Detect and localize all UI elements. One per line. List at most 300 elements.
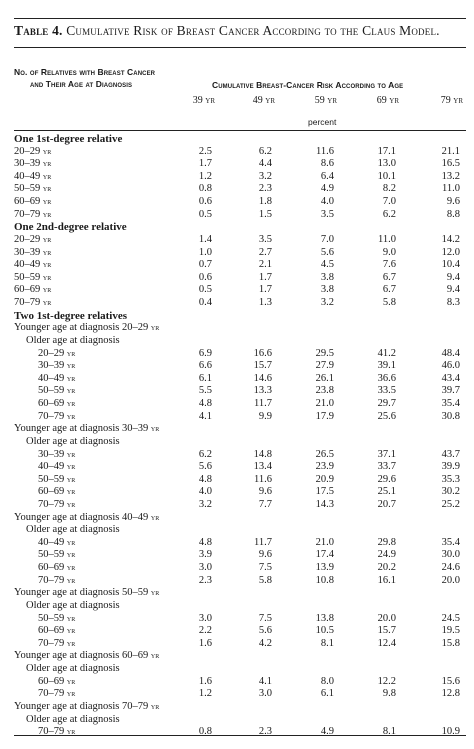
table-row [0, 726, 474, 739]
table-row [0, 638, 474, 651]
table-row [0, 575, 474, 588]
group-label-row [0, 714, 474, 727]
row-label: 60–69 yr [38, 398, 76, 410]
risk-value-cell: 2.3 [198, 574, 212, 586]
risk-value-cell: 1.4 [198, 233, 212, 245]
risk-value-cell: 35.4 [441, 398, 460, 410]
risk-value-cell: 1.2 [198, 688, 212, 700]
risk-value-cell: 0.5 [198, 284, 212, 296]
risk-value-cell: 10.9 [441, 726, 460, 738]
row-label: Older age at diagnosis [26, 524, 120, 536]
risk-value-cell: 7.6 [382, 259, 396, 271]
section-heading: One 2nd-degree relative [14, 221, 127, 234]
table-row [0, 183, 474, 196]
row-label: Younger age at diagnosis 60–69 yr [14, 650, 160, 662]
risk-value-cell: 8.1 [382, 726, 396, 738]
column-header-79: 79 yr [440, 95, 463, 106]
row-label: 70–79 yr [38, 726, 76, 738]
risk-value-cell: 3.0 [198, 562, 212, 574]
column-header-59: 59 yr [314, 95, 337, 106]
risk-value-cell: 13.4 [253, 461, 272, 473]
unit-yr: yr [150, 512, 160, 522]
risk-value-cell: 0.8 [198, 183, 212, 195]
risk-value-cell: 6.1 [198, 372, 212, 384]
table-caption: Cumulative Risk of Breast Cancer According to the Claus Model. [66, 23, 440, 38]
unit-label: percent [308, 117, 337, 127]
bottom-rule [14, 735, 466, 736]
risk-value-cell: 39.9 [441, 461, 460, 473]
unit-yr: yr [66, 626, 76, 636]
row-label: 60–69 yr [38, 562, 76, 574]
risk-value-cell: 2.3 [258, 726, 272, 738]
risk-value-cell: 6.2 [382, 208, 396, 220]
unit-yr: yr [42, 159, 52, 169]
section-heading: One 1st-degree relative [14, 133, 123, 145]
row-label: 60–69 yr [38, 486, 76, 498]
group-label-row [0, 701, 474, 714]
risk-value-cell: 6.4 [320, 170, 334, 182]
risk-value-cell: 21.0 [315, 536, 334, 548]
table-row [0, 537, 474, 550]
section-heading-row [0, 310, 474, 323]
row-label: 60–69 yr [14, 284, 52, 296]
risk-value-cell: 3.8 [320, 284, 334, 296]
unit-yr: yr [66, 487, 76, 497]
risk-value-cell: 39.1 [377, 360, 396, 372]
risk-value-cell: 4.9 [320, 183, 334, 195]
risk-value-cell: 29.6 [377, 473, 396, 485]
unit-yr: yr [66, 386, 76, 396]
column-header-69: 69 yr [376, 95, 399, 106]
group-label-row [0, 524, 474, 537]
table-row [0, 158, 474, 171]
risk-value-cell: 4.9 [320, 726, 334, 738]
unit-yr: yr [66, 613, 76, 623]
risk-value-cell: 3.0 [198, 612, 212, 624]
risk-value-cell: 0.4 [198, 297, 212, 309]
row-label: 40–49 yr [38, 372, 76, 384]
row-label: Older age at diagnosis [26, 334, 120, 346]
risk-value-cell: 1.7 [258, 284, 272, 296]
table-number: Table 4. [14, 23, 63, 38]
risk-value-cell: 17.4 [315, 549, 334, 561]
risk-value-cell: 2.2 [198, 625, 212, 637]
risk-value-cell: 17.5 [315, 486, 334, 498]
table-row [0, 259, 474, 272]
risk-value-cell: 9.9 [258, 410, 272, 422]
risk-value-cell: 1.3 [258, 297, 272, 309]
risk-value-cell: 5.8 [382, 297, 396, 309]
risk-value-cell: 29.8 [377, 536, 396, 548]
table-row [0, 272, 474, 285]
risk-value-cell: 10.8 [315, 574, 334, 586]
row-label: Older age at diagnosis [26, 713, 120, 725]
risk-value-cell: 3.5 [320, 208, 334, 220]
section-heading-row [0, 221, 474, 234]
risk-value-cell: 8.0 [320, 675, 334, 687]
risk-value-cell: 25.1 [377, 486, 396, 498]
risk-value-cell: 6.2 [258, 145, 272, 157]
risk-value-cell: 8.8 [446, 208, 460, 220]
unit-yr: yr [66, 727, 76, 737]
unit-yr: yr [66, 449, 76, 459]
row-label: 70–79 yr [38, 574, 76, 586]
risk-value-cell: 12.2 [377, 675, 396, 687]
unit-yr: yr [42, 247, 52, 257]
risk-value-cell: 6.1 [320, 688, 334, 700]
risk-value-cell: 6.2 [198, 448, 212, 460]
risk-value-cell: 1.0 [198, 246, 212, 258]
table-row [0, 297, 474, 310]
risk-value-cell: 3.8 [320, 271, 334, 283]
risk-value-cell: 24.6 [441, 562, 460, 574]
row-label: 40–49 yr [14, 259, 52, 271]
risk-value-cell: 13.8 [315, 612, 334, 624]
risk-value-cell: 9.6 [258, 549, 272, 561]
row-header-line1: No. of Relatives with Breast Cancer [14, 67, 156, 77]
row-label: 50–59 yr [14, 271, 52, 283]
unit-yr: yr [42, 285, 52, 295]
risk-value-cell: 27.9 [315, 360, 334, 372]
risk-value-cell: 43.4 [441, 372, 460, 384]
risk-value-cell: 8.6 [320, 158, 334, 170]
risk-value-cell: 15.8 [441, 637, 460, 649]
risk-value-cell: 11.0 [442, 183, 460, 195]
risk-value-cell: 3.9 [198, 549, 212, 561]
risk-value-cell: 16.6 [253, 347, 272, 359]
unit-yr: yr [66, 474, 76, 484]
row-label: 40–49 yr [38, 461, 76, 473]
row-label: 60–69 yr [38, 675, 76, 687]
row-label: 70–79 yr [38, 498, 76, 510]
risk-value-cell: 11.7 [254, 398, 272, 410]
risk-value-cell: 0.7 [198, 259, 212, 271]
unit-yr: yr [150, 588, 160, 598]
risk-value-cell: 9.4 [446, 284, 460, 296]
risk-value-cell: 24.5 [441, 612, 460, 624]
risk-value-cell: 21.0 [315, 398, 334, 410]
risk-value-cell: 39.7 [441, 385, 460, 397]
risk-value-cell: 25.2 [441, 498, 460, 510]
risk-value-cell: 6.7 [382, 271, 396, 283]
risk-value-cell: 35.4 [441, 536, 460, 548]
risk-value-cell: 13.9 [315, 562, 334, 574]
risk-value-cell: 10.1 [377, 170, 396, 182]
risk-value-cell: 11.6 [254, 473, 272, 485]
table-row [0, 688, 474, 701]
row-label: 70–79 yr [14, 208, 52, 220]
group-label-row [0, 322, 474, 335]
risk-value-cell: 2.3 [258, 183, 272, 195]
group-label-row [0, 600, 474, 613]
risk-value-cell: 0.5 [198, 208, 212, 220]
risk-value-cell: 11.6 [316, 145, 334, 157]
risk-value-cell: 36.6 [377, 372, 396, 384]
table-row [0, 499, 474, 512]
row-label: 30–39 yr [14, 246, 52, 258]
table-row [0, 385, 474, 398]
row-label: Younger age at diagnosis 70–79 yr [14, 700, 160, 712]
row-label: 40–49 yr [38, 536, 76, 548]
row-label: 60–69 yr [38, 625, 76, 637]
unit-yr: yr [42, 272, 52, 282]
risk-value-cell: 4.1 [258, 675, 272, 687]
risk-value-cell: 35.3 [441, 473, 460, 485]
risk-value-cell: 1.2 [198, 170, 212, 182]
risk-value-cell: 30.2 [441, 486, 460, 498]
risk-value-cell: 11.7 [254, 536, 272, 548]
risk-value-cell: 33.5 [377, 385, 396, 397]
risk-value-cell: 11.0 [378, 233, 396, 245]
risk-value-cell: 4.0 [198, 486, 212, 498]
risk-value-cell: 3.2 [198, 498, 212, 510]
risk-value-cell: 26.5 [315, 448, 334, 460]
risk-value-cell: 20.0 [377, 612, 396, 624]
unit-yr: yr [42, 171, 52, 181]
unit-yr: yr [42, 209, 52, 219]
risk-value-cell: 20.0 [441, 574, 460, 586]
table-row [0, 411, 474, 424]
risk-value-cell: 1.5 [258, 208, 272, 220]
row-label: 50–59 yr [38, 612, 76, 624]
risk-value-cell: 14.6 [253, 372, 272, 384]
risk-value-cell: 33.7 [377, 461, 396, 473]
unit-yr: yr [42, 184, 52, 194]
table-row [0, 146, 474, 159]
risk-value-cell: 29.5 [315, 347, 334, 359]
risk-value-cell: 9.6 [258, 486, 272, 498]
risk-value-cell: 4.2 [258, 637, 272, 649]
risk-value-cell: 1.6 [198, 675, 212, 687]
unit-yr: yr [66, 689, 76, 699]
unit-yr: yr [42, 298, 52, 308]
row-label: 50–59 yr [38, 549, 76, 561]
risk-value-cell: 5.6 [198, 461, 212, 473]
group-label-row [0, 650, 474, 663]
table-row [0, 449, 474, 462]
risk-value-cell: 1.7 [198, 158, 212, 170]
unit-yr: yr [66, 575, 76, 585]
table-row [0, 247, 474, 260]
risk-value-cell: 48.4 [441, 347, 460, 359]
row-label: 30–39 yr [14, 158, 52, 170]
row-label: Older age at diagnosis [26, 435, 120, 447]
unit-yr: yr [66, 373, 76, 383]
group-label-row [0, 587, 474, 600]
table-row [0, 373, 474, 386]
risk-value-cell: 16.5 [441, 158, 460, 170]
risk-value-cell: 4.8 [198, 473, 212, 485]
risk-value-cell: 14.8 [253, 448, 272, 460]
risk-value-cell: 30.8 [441, 410, 460, 422]
risk-value-cell: 7.5 [258, 562, 272, 574]
section-heading-row [0, 133, 474, 146]
row-label: 30–39 yr [38, 448, 76, 460]
risk-value-cell: 9.6 [446, 196, 460, 208]
risk-value-cell: 4.1 [198, 410, 212, 422]
risk-value-cell: 3.2 [320, 297, 334, 309]
unit-yr: yr [150, 424, 160, 434]
risk-value-cell: 14.3 [315, 498, 334, 510]
risk-value-cell: 14.2 [441, 233, 460, 245]
row-label: 40–49 yr [14, 170, 52, 182]
risk-value-cell: 9.0 [382, 246, 396, 258]
row-label: 50–59 yr [14, 183, 52, 195]
row-label: 70–79 yr [38, 688, 76, 700]
risk-value-cell: 46.0 [441, 360, 460, 372]
row-label: 20–29 yr [14, 145, 52, 157]
risk-value-cell: 13.0 [377, 158, 396, 170]
table-row [0, 209, 474, 222]
group-header: Cumulative Breast-Cancer Risk According to Age [212, 80, 404, 90]
risk-value-cell: 12.4 [377, 637, 396, 649]
risk-value-cell: 5.6 [258, 625, 272, 637]
risk-value-cell: 5.6 [320, 246, 334, 258]
table-row [0, 676, 474, 689]
table-row [0, 196, 474, 209]
risk-value-cell: 6.7 [382, 284, 396, 296]
risk-value-cell: 0.6 [198, 196, 212, 208]
risk-value-cell: 37.1 [377, 448, 396, 460]
risk-value-cell: 4.8 [198, 398, 212, 410]
group-label-row [0, 335, 474, 348]
risk-value-cell: 26.1 [315, 372, 334, 384]
risk-value-cell: 13.2 [441, 170, 460, 182]
unit-yr: yr [66, 550, 76, 560]
table-row [0, 171, 474, 184]
risk-value-cell: 23.9 [315, 461, 334, 473]
row-label: 50–59 yr [38, 473, 76, 485]
risk-value-cell: 10.4 [441, 259, 460, 271]
risk-value-cell: 8.2 [382, 183, 396, 195]
risk-value-cell: 0.6 [198, 271, 212, 283]
risk-value-cell: 15.7 [377, 625, 396, 637]
risk-value-cell: 12.0 [441, 246, 460, 258]
row-label: 30–39 yr [38, 360, 76, 372]
table-row [0, 461, 474, 474]
risk-value-cell: 8.1 [320, 637, 334, 649]
row-label: 70–79 yr [38, 410, 76, 422]
risk-value-cell: 21.1 [441, 145, 460, 157]
unit-yr: yr [66, 638, 76, 648]
risk-value-cell: 17.1 [377, 145, 396, 157]
column-header-39: 39 yr [192, 95, 215, 106]
table-row [0, 284, 474, 297]
risk-value-cell: 4.5 [320, 259, 334, 271]
row-label: Younger age at diagnosis 30–39 yr [14, 423, 160, 435]
unit-yr: yr [42, 146, 52, 156]
risk-value-cell: 5.5 [198, 385, 212, 397]
row-label: Younger age at diagnosis 50–59 yr [14, 587, 160, 599]
unit-yr: yr [42, 234, 52, 244]
table-row [0, 474, 474, 487]
unit-yr: yr [66, 537, 76, 547]
row-label: Younger age at diagnosis 20–29 yr [14, 322, 160, 334]
risk-value-cell: 30.0 [441, 549, 460, 561]
risk-value-cell: 12.8 [441, 688, 460, 700]
risk-value-cell: 4.4 [258, 158, 272, 170]
unit-yr: yr [42, 260, 52, 270]
unit-yr: yr [66, 499, 76, 509]
row-label: Younger age at diagnosis 40–49 yr [14, 511, 160, 523]
risk-value-cell: 2.7 [258, 246, 272, 258]
risk-value-cell: 6.9 [198, 347, 212, 359]
table-row [0, 562, 474, 575]
unit-yr: yr [150, 701, 160, 711]
table-row [0, 625, 474, 638]
risk-value-cell: 9.8 [382, 688, 396, 700]
risk-value-cell: 19.5 [441, 625, 460, 637]
risk-value-cell: 15.6 [441, 675, 460, 687]
risk-value-cell: 17.9 [315, 410, 334, 422]
unit-yr: yr [66, 411, 76, 421]
unit-yr: yr [66, 399, 76, 409]
row-label: 20–29 yr [14, 233, 52, 245]
risk-value-cell: 10.5 [315, 625, 334, 637]
risk-value-cell: 24.9 [377, 549, 396, 561]
unit-yr: yr [66, 348, 76, 358]
risk-value-cell: 4.8 [198, 536, 212, 548]
row-label: 20–29 yr [38, 347, 76, 359]
section-heading: Two 1st-degree relatives [14, 309, 128, 322]
risk-value-cell: 8.3 [446, 297, 460, 309]
unit-yr: yr [42, 197, 52, 207]
risk-value-cell: 20.2 [377, 562, 396, 574]
risk-value-cell: 7.5 [258, 612, 272, 624]
risk-value-cell: 16.1 [377, 574, 396, 586]
risk-value-cell: 20.7 [377, 498, 396, 510]
risk-value-cell: 3.0 [258, 688, 272, 700]
risk-value-cell: 1.7 [258, 271, 272, 283]
row-label: 60–69 yr [14, 196, 52, 208]
risk-value-cell: 4.0 [320, 196, 334, 208]
risk-value-cell: 9.4 [446, 271, 460, 283]
risk-value-cell: 7.7 [258, 498, 272, 510]
risk-value-cell: 7.0 [382, 196, 396, 208]
risk-value-cell: 1.6 [198, 637, 212, 649]
risk-value-cell: 20.9 [315, 473, 334, 485]
unit-yr: yr [66, 676, 76, 686]
group-label-row [0, 423, 474, 436]
unit-yr: yr [66, 563, 76, 573]
risk-value-cell: 3.5 [258, 233, 272, 245]
risk-value-cell: 2.1 [258, 259, 272, 271]
unit-yr: yr [66, 361, 76, 371]
row-label: Older age at diagnosis [26, 663, 120, 675]
column-header-49: 49 yr [252, 95, 275, 106]
table-row [0, 360, 474, 373]
risk-value-cell: 2.5 [198, 145, 212, 157]
risk-value-cell: 6.6 [198, 360, 212, 372]
row-header-line2: and Their Age at Diagnosis [30, 79, 133, 89]
risk-value-cell: 0.8 [198, 726, 212, 738]
table-row [0, 234, 474, 247]
row-label: 50–59 yr [38, 385, 76, 397]
risk-value-cell: 13.3 [253, 385, 272, 397]
table-row [0, 549, 474, 562]
risk-value-cell: 3.2 [258, 170, 272, 182]
risk-value-cell: 41.2 [377, 347, 396, 359]
risk-value-cell: 1.8 [258, 196, 272, 208]
risk-value-cell: 25.6 [377, 410, 396, 422]
risk-value-cell: 43.7 [441, 448, 460, 460]
table-row [0, 398, 474, 411]
table-row [0, 486, 474, 499]
risk-value-cell: 5.8 [258, 574, 272, 586]
table-row [0, 348, 474, 361]
group-label-row [0, 512, 474, 525]
row-label: Older age at diagnosis [26, 599, 120, 611]
